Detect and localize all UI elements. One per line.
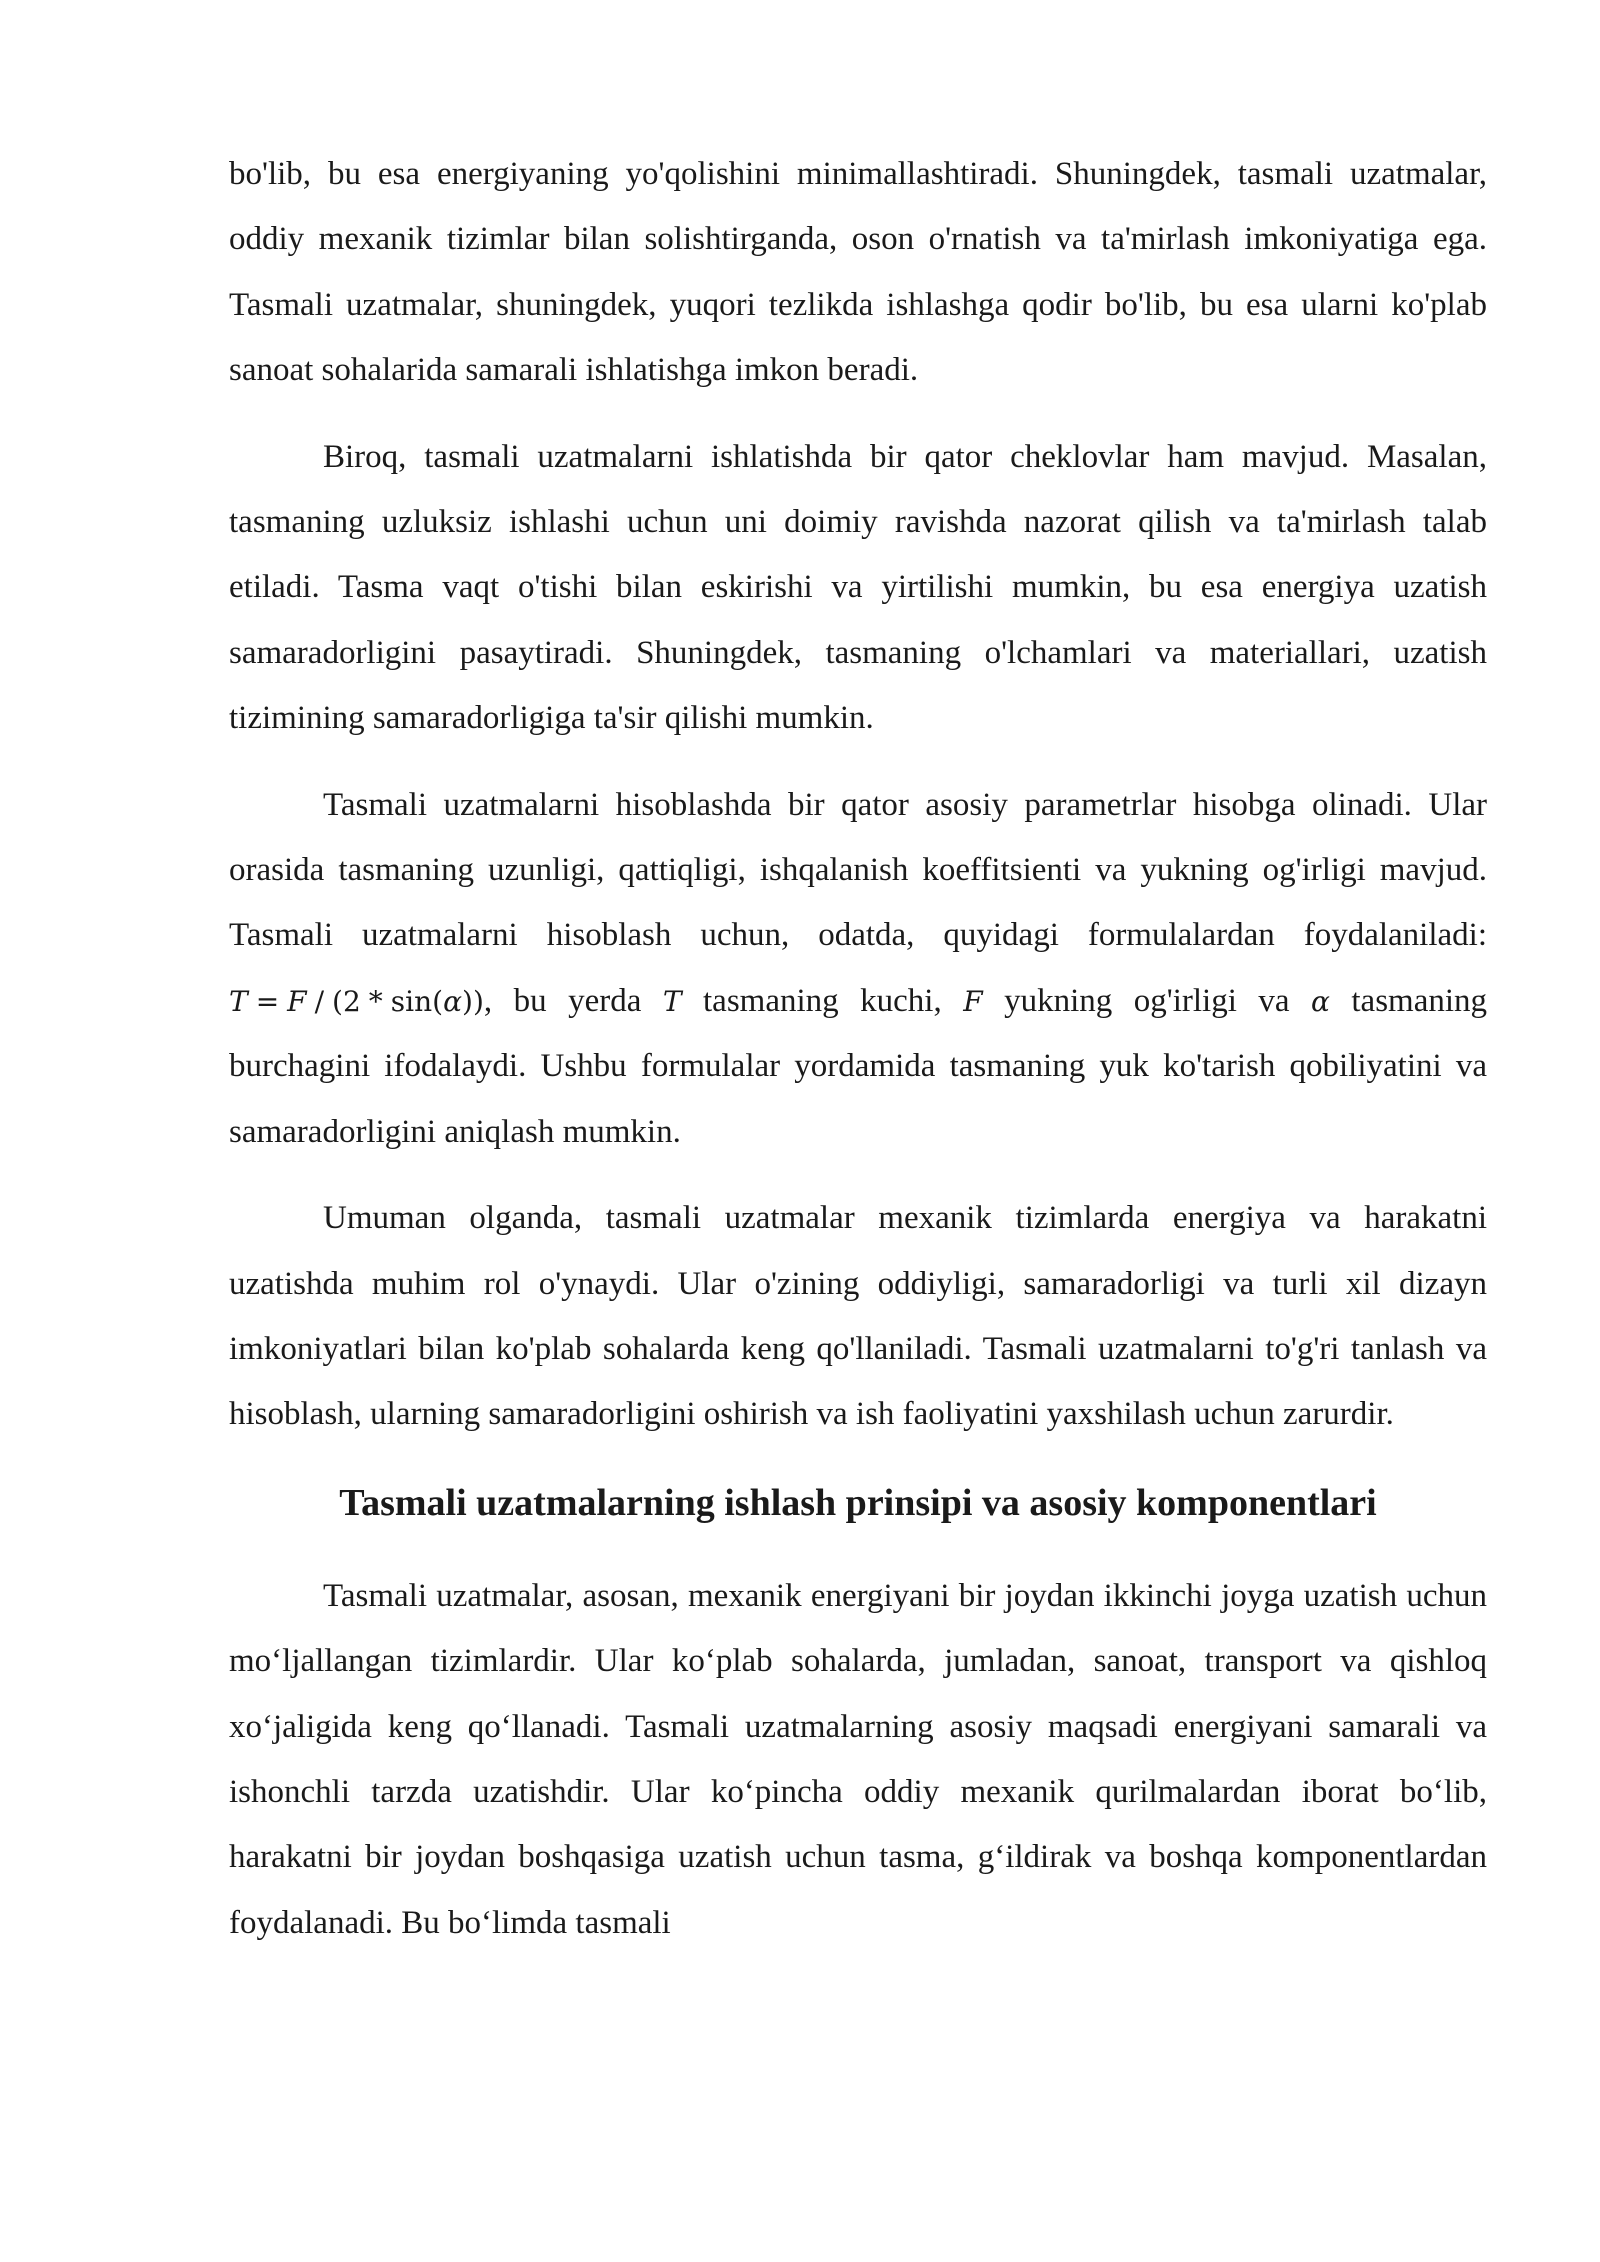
formula-open-paren: ( (332, 984, 343, 1018)
inline-var-f: F (963, 984, 983, 1018)
paragraph-2: Biroq, tasmali uzatmalarni ishlatishda bir qator cheklovlar ham mavjud. Masalan, tasmaning uzluksiz ishlashi uchun uni doimiy ravishda nazorat qilish va ta'mirlash talab etiladi. Tasma vaqt o'tishi bilan eskirishi va yirtilishi mumkin, bu esa energiya uzatish samaradorligini pasaytiradi. Shuningdek, tasmaning o'lchamlari va materiallari, uzatish tizimining samaradorligiga ta'sir qilishi mumkin. (229, 438, 1487, 737)
paragraph-3-text-2: tasmaning kuchi, (703, 982, 942, 1019)
inline-var-alpha: α (1310, 984, 1330, 1018)
paragraph-3 (229, 773, 1487, 1165)
paragraph-3-text-4: tasmaning burchagini ifodalaydi. Ushbu formulalar yordamida tasmaning yuk ko'tarish qobiliyatini va samaradorligini aniqlash mumkin. (229, 982, 1488, 1150)
formula-sin-open-paren: ( (432, 984, 444, 1018)
paragraph-3-intro: Tasmali uzatmalarni hisoblashda bir qator asosiy parametrlar hisobga olinadi. Ular orasida tasmaning uzunligi, qattiqligi, ishqalanish koeffitsienti va yukning og'irligi mavjud. Tasmali uzatmalarni hisoblash uchun, odatda, quyidagi formulalardan foydalaniladi: (229, 786, 1487, 954)
paragraph-3-text-1: , bu yerda (483, 982, 642, 1019)
formula-close-parens: )) (462, 984, 484, 1018)
section-heading: Tasmali uzatmalarning ishlash prinsipi va asosiy komponentlari (339, 1481, 1377, 1524)
formula-two: 2 (342, 984, 361, 1018)
formula-var-t: T (229, 984, 248, 1018)
inline-var-t: T (662, 984, 682, 1018)
formula-equals: = (255, 984, 280, 1018)
paragraph-3-text-3: yukning og'irligi va (1004, 982, 1290, 1019)
formula-var-f: F (287, 984, 307, 1018)
document-page (229, 142, 1487, 1977)
tension-formula (229, 985, 484, 1018)
paragraph-4: Umuman olganda, tasmali uzatmalar mexanik tizimlarda energiya va harakatni uzatishda muhim rol o'ynaydi. Ular o'zining oddiyligi, samaradorligi va turli xil dizayn imkoniyatlari bilan ko'plab sohalarda keng qo'llaniladi. Tasmali uzatmalarni to'g'ri tanlash va hisoblash, ularning samaradorligini oshirish va ish faoliyatini yaxshilash uchun zarurdir. (229, 1200, 1487, 1433)
formula-var-alpha: α (443, 984, 463, 1018)
paragraph-5: Tasmali uzatmalar, asosan, mexanik energiyani bir joydan ikkinchi joyga uzatish uchun mo‘ljallangan tizimlardir. Ular ko‘plab sohalarda, jumladan, sanoat, transport va qishloq xo‘jaligida keng qo‘llanadi. Tasmali uzatmalarning asosiy maqsadi energiyani samarali va ishonchli tarzda uzatishdir. Ular ko‘pincha oddiy mexanik qurilmalardan iborat bo‘lib, harakatni bir joydan boshqasiga uzatish uchun tasma, g‘ildirak va boshqa komponentlardan foydalanadi. Bu bo‘limda tasmali (229, 1577, 1487, 1941)
formula-multiply: * (368, 984, 383, 1018)
formula-sin: sin (390, 984, 433, 1018)
formula-divide: / (314, 984, 325, 1018)
paragraph-1: bo'lib, bu esa energiyaning yo'qolishini minimallashtiradi. Shuningdek, tasmali uzatmalar, oddiy mexanik tizimlar bilan solishtirganda, oson o'rnatish va ta'mirlash imkoniyatiga ega. Tasmali uzatmalar, shuningdek, yuqori tezlikda ishlashga qodir bo'lib, bu esa ularni ko'plab sanoat sohalarida samarali ishlatishga imkon beradi. (229, 156, 1487, 389)
